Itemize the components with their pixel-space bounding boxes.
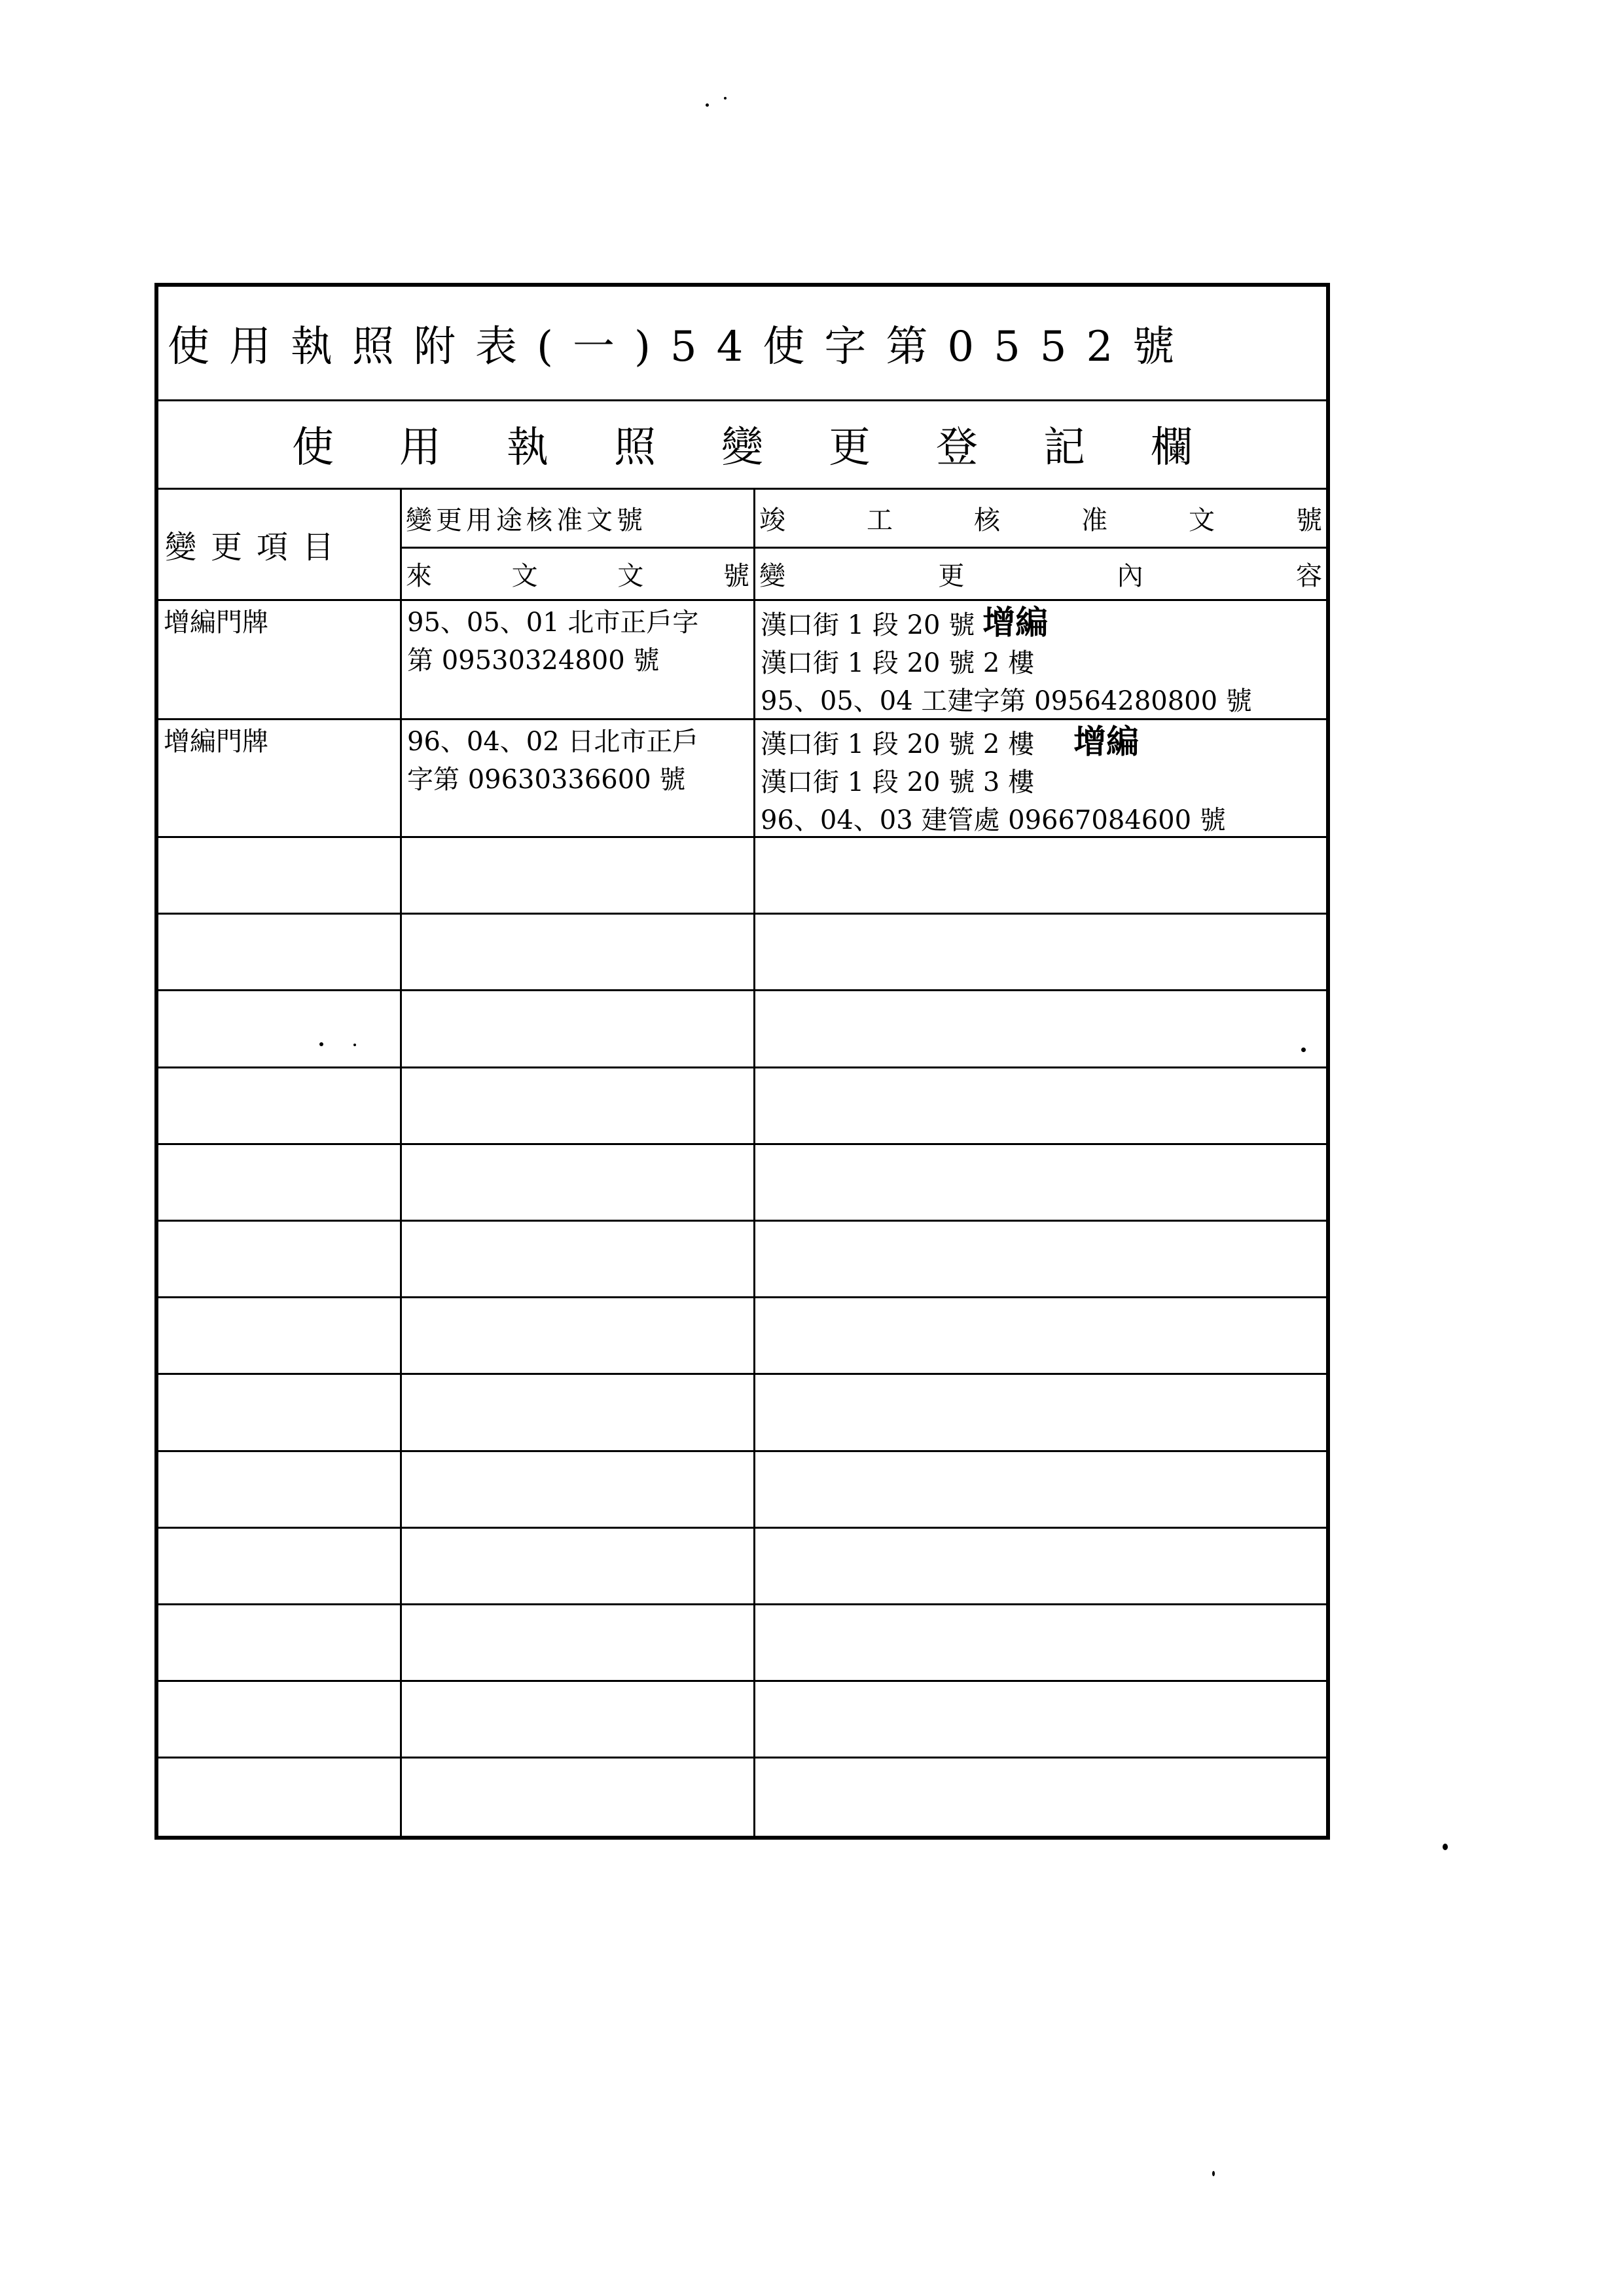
empty-cell [755,991,1326,1066]
empty-cell [402,1375,755,1449]
empty-cell [158,1605,402,1680]
empty-cell [402,1529,755,1603]
scan-speck [706,103,709,107]
empty-cell [402,1145,755,1220]
scan-speck [724,97,727,100]
empty-cell [158,1682,402,1757]
empty-table-row [158,991,1326,1068]
empty-table-row [158,1375,1326,1451]
change-content-cell: 漢口街 1 段 20 號 增編 漢口街 1 段 20 號 2 樓 95、05、04 工建字第 09564280800 號 [761,603,1252,716]
scan-speck [1301,1048,1306,1052]
header-approval-number: 變更用途核准文號 [402,490,755,549]
scan-speck [353,1044,356,1046]
empty-cell [755,1375,1326,1449]
empty-cell [158,1758,402,1835]
table-row [158,720,1326,838]
empty-table-row [158,1758,1326,1835]
empty-cell [755,1145,1326,1220]
empty-table-row [158,1222,1326,1298]
empty-cell [402,1758,755,1835]
empty-cell [755,1605,1326,1680]
empty-cell [158,1452,402,1527]
empty-cell [755,1529,1326,1603]
action-note: 增編 [982,603,1049,642]
change-item-cell: 增編門牌 [158,601,402,718]
change-content-cell: 漢口街 1 段 20 號 2 樓 增編 漢口街 1 段 20 號 3 樓 96、04、03 建管處 09667084600 號 [761,722,1226,835]
empty-table-row [158,1452,1326,1529]
scan-speck [319,1042,323,1046]
empty-cell [402,838,755,913]
empty-cell [402,915,755,989]
header-change-content: 變 更 內 容 [755,549,1326,601]
empty-cell [755,1452,1326,1527]
empty-cell [158,1222,402,1296]
empty-cell [402,1068,755,1143]
empty-cell [755,915,1326,989]
empty-cell [402,1605,755,1680]
empty-cell [755,838,1326,913]
empty-cell [402,1682,755,1757]
empty-cell [402,1452,755,1527]
empty-cell [158,1529,402,1603]
header-completion-approval: 竣 工 核 准 文 號 [755,490,1326,549]
empty-cell [158,915,402,989]
empty-cell [158,1145,402,1220]
change-registration-sheet [154,283,1330,1840]
empty-cell [158,1068,402,1143]
empty-table-row [158,1605,1326,1682]
empty-cell [755,1068,1326,1143]
scan-speck [1443,1844,1448,1850]
section-title: 使用執照變更登記欄 [158,399,1326,490]
empty-cell [755,1682,1326,1757]
empty-table-row [158,838,1326,915]
empty-table-row [158,1145,1326,1222]
empty-cell [402,1298,755,1373]
empty-cell [755,1298,1326,1373]
empty-cell [158,838,402,913]
empty-cell [755,1222,1326,1296]
header-source-document: 來 文 文 號 [402,549,755,601]
change-item-cell: 增編門牌 [158,720,402,836]
header-change-item: 變更項目 [158,490,402,601]
document-title: 使用執照附表(一)54使字第0552號 [158,287,1326,401]
action-note: 增編 [1073,722,1140,761]
empty-table-row [158,1529,1326,1605]
scan-speck [1212,2171,1215,2176]
empty-cell [158,1298,402,1373]
empty-cell [402,1222,755,1296]
empty-table-row [158,915,1326,991]
empty-cell [402,991,755,1066]
approval-number-cell: 96、04、02 日北市正戶 字第 09630336600 號 [402,720,755,836]
empty-table-row [158,1068,1326,1145]
empty-cell [158,1375,402,1449]
table-row [158,601,1326,720]
empty-cell [158,991,402,1066]
empty-table-row [158,1298,1326,1375]
empty-cell [755,1758,1326,1835]
approval-number-cell: 95、05、01 北市正戶字 第 09530324800 號 [402,601,755,718]
empty-table-row [158,1682,1326,1758]
